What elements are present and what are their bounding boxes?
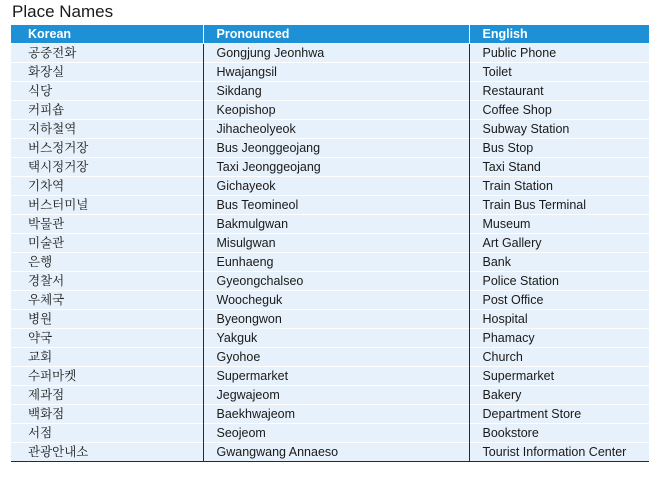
page-title: Place Names [12,2,114,21]
table-row [11,443,649,462]
english-cell: Department Store [469,405,649,424]
pronounced-cell: Seojeom [203,424,469,443]
table-row [11,405,649,424]
korean-cell: 병원 [11,310,203,329]
pronounced-cell: Bus Teomineol [203,196,469,215]
english-cell: Bus Stop [469,139,649,158]
column-header-korean: Korean [11,25,203,44]
english-cell: Police Station [469,272,649,291]
english-cell: Phamacy [469,329,649,348]
table-row [11,367,649,386]
pronounced-cell: Gyohoe [203,348,469,367]
english-cell: Restaurant [469,82,649,101]
table-row [11,63,649,82]
table-row [11,44,649,63]
pronounced-cell: Woocheguk [203,291,469,310]
korean-cell: 박물관 [11,215,203,234]
pronounced-cell: Baekhwajeom [203,405,469,424]
table-body [11,44,649,462]
table-row [11,158,649,177]
korean-cell: 버스터미널 [11,196,203,215]
table-row [11,310,649,329]
english-cell: Hospital [469,310,649,329]
pronounced-cell: Bus Jeonggeojang [203,139,469,158]
pronounced-cell: Taxi Jeonggeojang [203,158,469,177]
table-row [11,139,649,158]
korean-cell: 수퍼마켓 [11,367,203,386]
korean-cell: 화장실 [11,63,203,82]
table-row [11,196,649,215]
english-cell: Art Gallery [469,234,649,253]
korean-cell: 커피숍 [11,101,203,120]
table-header-row [11,25,649,44]
korean-cell: 경찰서 [11,272,203,291]
korean-cell: 약국 [11,329,203,348]
pronounced-cell: Yakguk [203,329,469,348]
table-row [11,120,649,139]
table-row [11,82,649,101]
pronounced-cell: Gichayeok [203,177,469,196]
pronounced-cell: Hwajangsil [203,63,469,82]
table-row [11,272,649,291]
english-cell: Toilet [469,63,649,82]
english-cell: Subway Station [469,120,649,139]
english-cell: Train Station [469,177,649,196]
english-cell: Public Phone [469,44,649,63]
table-row [11,424,649,443]
table-row [11,386,649,405]
korean-cell: 은행 [11,253,203,272]
english-cell: Bakery [469,386,649,405]
pronounced-cell: Jihacheolyeok [203,120,469,139]
table-row [11,234,649,253]
pronounced-cell: Sikdang [203,82,469,101]
korean-cell: 서점 [11,424,203,443]
pronounced-cell: Byeongwon [203,310,469,329]
column-header-english: English [469,25,649,44]
english-cell: Bank [469,253,649,272]
korean-cell: 버스정거장 [11,139,203,158]
english-cell: Bookstore [469,424,649,443]
pronounced-cell: Jegwajeom [203,386,469,405]
table-row [11,348,649,367]
table-row [11,177,649,196]
pronounced-cell: Eunhaeng [203,253,469,272]
english-cell: Coffee Shop [469,101,649,120]
pronounced-cell: Keopishop [203,101,469,120]
korean-cell: 미술관 [11,234,203,253]
korean-cell: 교회 [11,348,203,367]
korean-cell: 우체국 [11,291,203,310]
english-cell: Tourist Information Center [469,443,649,462]
table-row [11,291,649,310]
pronounced-cell: Gongjung Jeonhwa [203,44,469,63]
korean-cell: 기차역 [11,177,203,196]
korean-cell: 공중전화 [11,44,203,63]
korean-cell: 관광안내소 [11,443,203,462]
table-row [11,215,649,234]
table-row [11,253,649,272]
pronounced-cell: Gyeongchalseo [203,272,469,291]
korean-cell: 지하철역 [11,120,203,139]
table-row [11,329,649,348]
place-names-table [11,25,649,462]
pronounced-cell: Supermarket [203,367,469,386]
korean-cell: 식당 [11,82,203,101]
pronounced-cell: Gwangwang Annaeso [203,443,469,462]
pronounced-cell: Bakmulgwan [203,215,469,234]
pronounced-cell: Misulgwan [203,234,469,253]
english-cell: Post Office [469,291,649,310]
english-cell: Church [469,348,649,367]
table-row [11,101,649,120]
column-header-pronounced: Pronounced [203,25,469,44]
english-cell: Supermarket [469,367,649,386]
korean-cell: 백화점 [11,405,203,424]
english-cell: Taxi Stand [469,158,649,177]
korean-cell: 택시정거장 [11,158,203,177]
korean-cell: 제과점 [11,386,203,405]
english-cell: Train Bus Terminal [469,196,649,215]
english-cell: Museum [469,215,649,234]
